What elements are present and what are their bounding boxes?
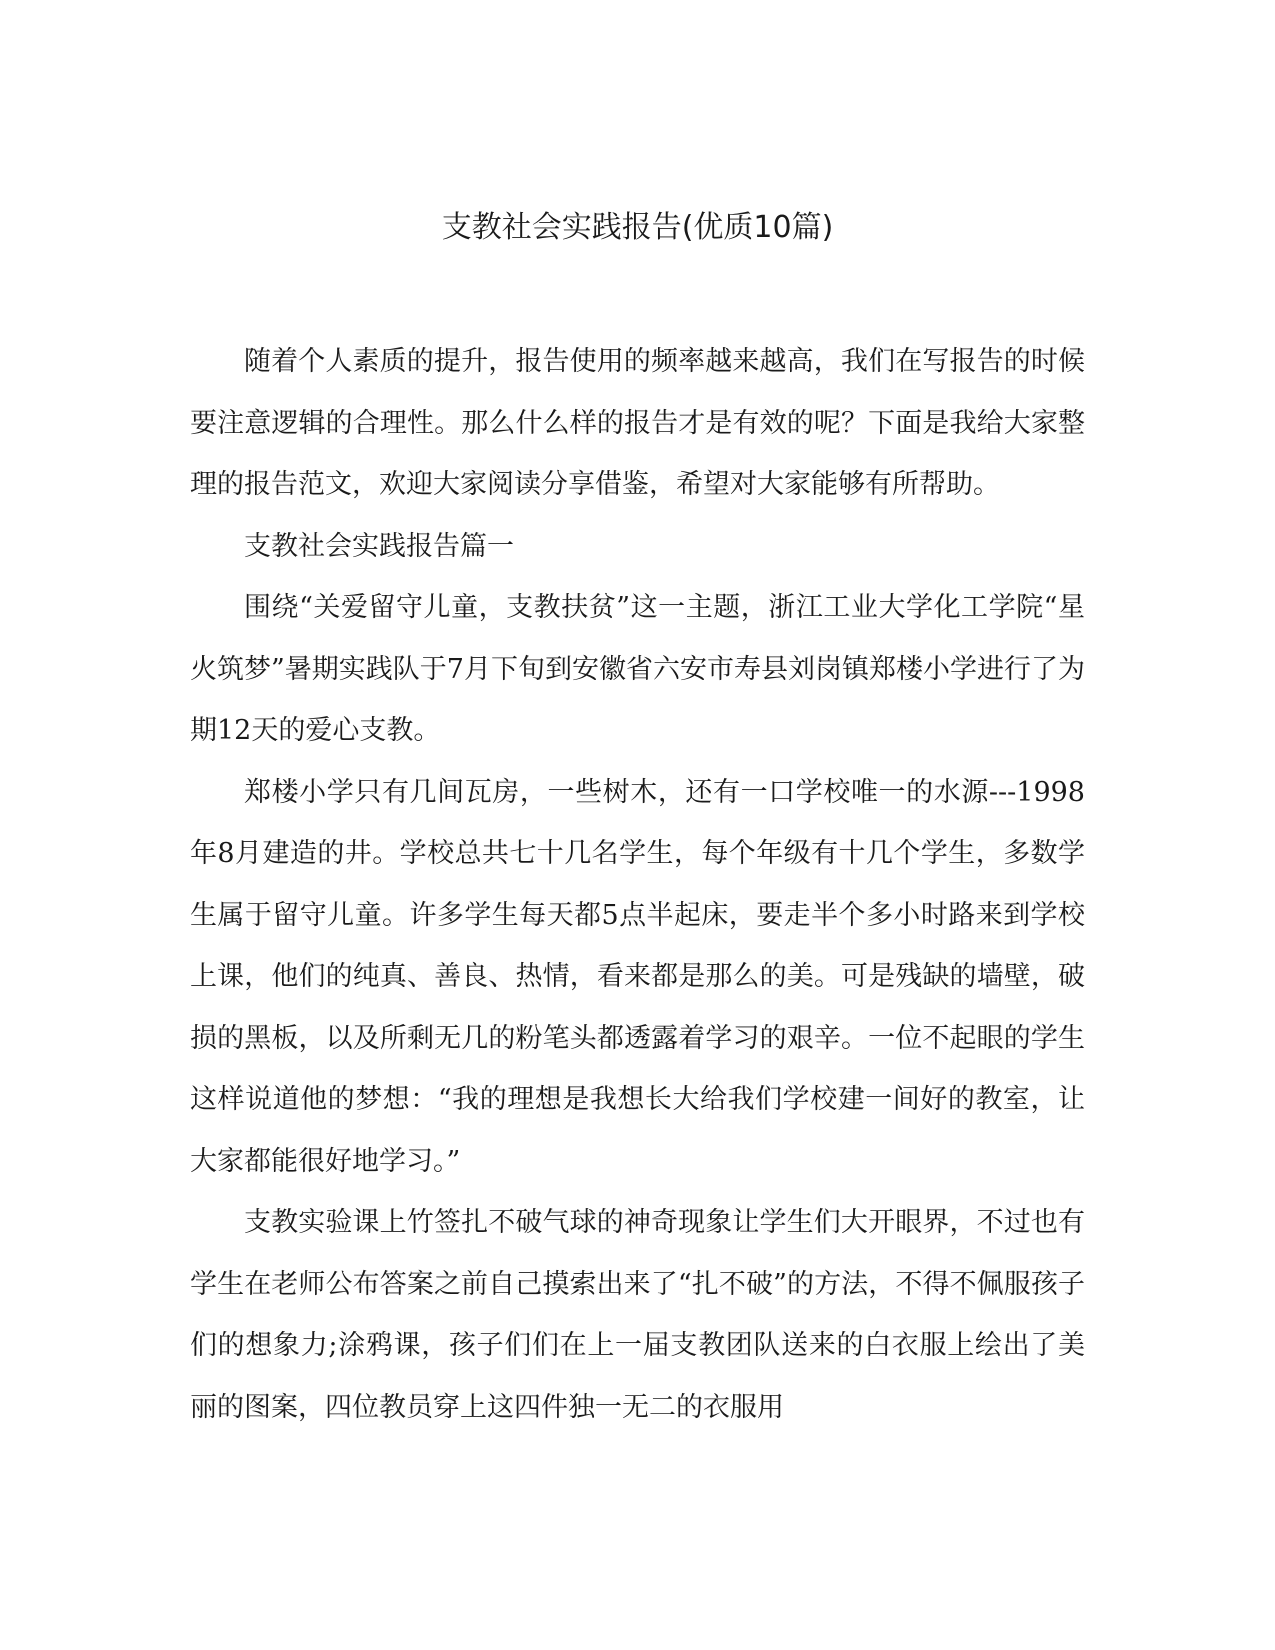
document-title: 支教社会实践报告(优质10篇) — [441, 210, 834, 245]
section-heading: 支教社会实践报告篇一 — [244, 530, 514, 562]
document-body — [190, 331, 1085, 1438]
body-paragraph: 围绕“关爱留守儿童，支教扶贫”这一主题，浙江工业大学化工学院“星火筑梦”暑期实践队于7月下旬到安徽省六安市寿县刘岗镇郑楼小学进行了为期12天的爱心支教。 — [190, 592, 1085, 746]
body-paragraph: 支教实验课上竹签扎不破气球的神奇现象让学生们大开眼界，不过也有学生在老师公布答案之前自己摸索出来了“扎不破”的方法，不得不佩服孩子们的想象力;涂鸦课，孩子们们在上一届支教团队送来的白衣服上绘出了美丽的图案，四位教员穿上这四件独一无二的衣服用 — [190, 1207, 1085, 1423]
intro-paragraph: 随着个人素质的提升，报告使用的频率越来越高，我们在写报告的时候要注意逻辑的合理性。那么什么样的报告才是有效的呢？下面是我给大家整理的报告范文，欢迎大家阅读分享借鉴，希望对大家能够有所帮助。 — [190, 346, 1085, 500]
body-paragraph: 郑楼小学只有几间瓦房，一些树木，还有一口学校唯一的水源---1998年8月建造的井。学校总共七十几名学生，每个年级有十几个学生，多数学生属于留守儿童。许多学生每天都5点半起床，要走半个多小时路来到学校上课，他们的纯真、善良、热情，看来都是那么的美。可是残缺的墙壁，破损的黑板，以及所剩无几的粉笔头都透露着学习的艰辛。一位不起眼的学生这样说道他的梦想：“我的理想是我想长大给我们学校建一间好的教室，让大家都能很好地学习。” — [190, 776, 1085, 1177]
